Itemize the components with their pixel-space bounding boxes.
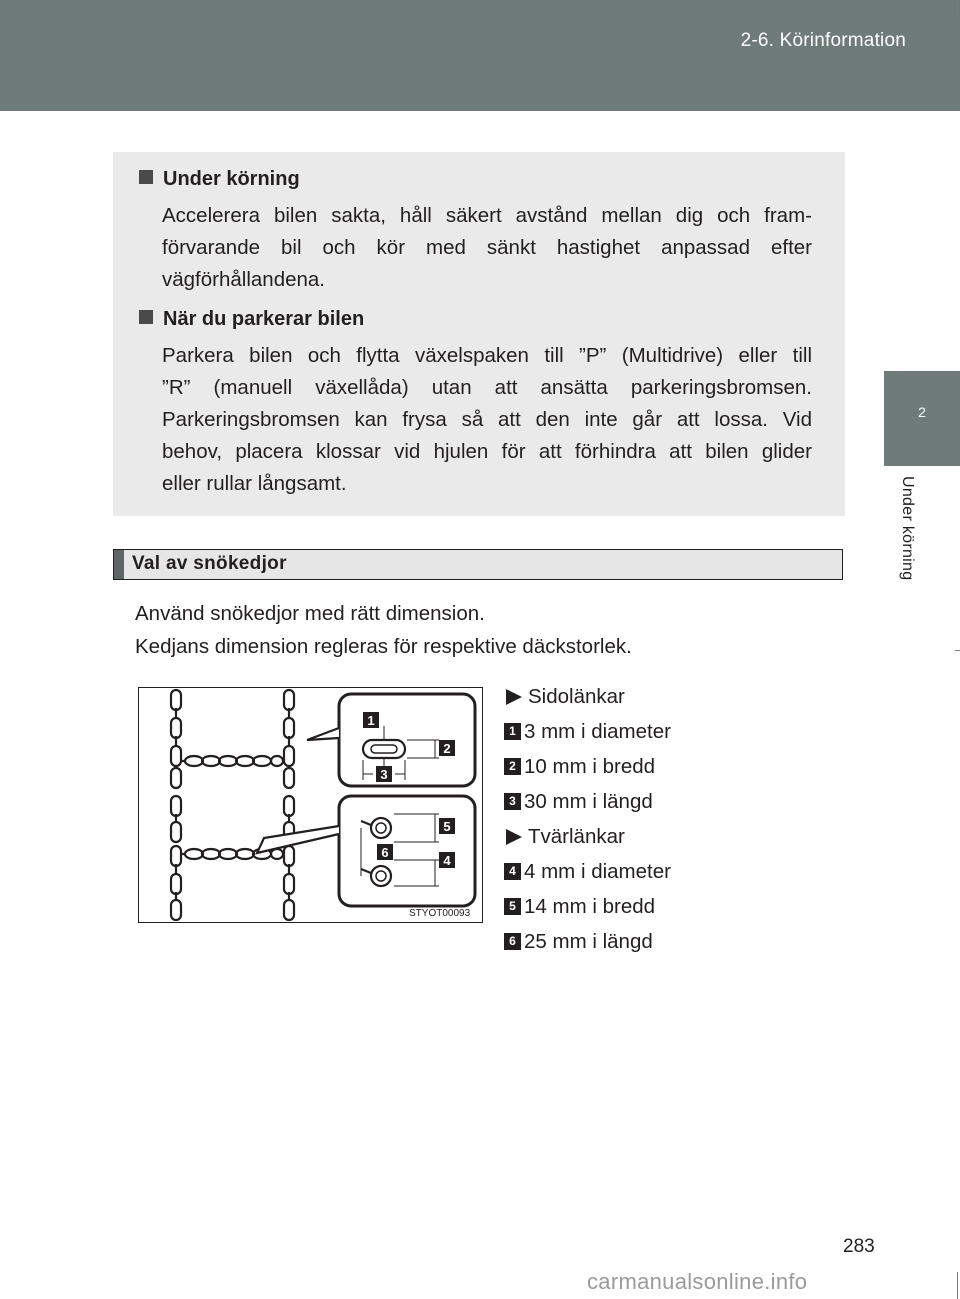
spec-text: 30 mm i längd	[524, 789, 653, 813]
text-line: eller rullar långsamt.	[162, 472, 347, 495]
spec-text: 4 mm i diameter	[524, 859, 671, 883]
section-header	[113, 549, 843, 580]
text-line: behov, placera klossar vid hjulen för att förhindra att bilen glider	[162, 440, 812, 463]
text-line: ”R” (manuell växellåda) utan att ansätta parkeringsbromsen.	[162, 376, 812, 399]
note-heading-text: När du parkerar bilen	[163, 308, 365, 330]
spec-item	[504, 924, 671, 959]
spec-item	[504, 854, 671, 889]
callout-6-label: 6	[381, 845, 389, 860]
crop-mark	[955, 650, 960, 651]
spec-text: 3 mm i diameter	[524, 719, 671, 743]
chapter-tab[interactable]	[884, 371, 960, 466]
note-heading-text: Under körning	[163, 168, 300, 190]
note-box	[113, 152, 845, 516]
section-title: Val av snökedjor	[132, 553, 287, 574]
triangle-bullet-icon	[506, 689, 522, 705]
spec-text: 10 mm i bredd	[524, 754, 656, 778]
spec-text: 25 mm i längd	[524, 929, 653, 953]
note-text-parking	[162, 340, 812, 500]
spec-text: 14 mm i bredd	[524, 894, 656, 918]
spec-group-label: Tvärlänkar	[528, 824, 625, 848]
number-badge: 6	[504, 933, 521, 950]
callout-2-label: 2	[443, 741, 451, 756]
intro-line: Använd snökedjor med rätt dimension.	[135, 602, 485, 625]
triangle-bullet-icon	[506, 829, 522, 845]
callout-3-label: 3	[380, 767, 388, 782]
number-badge: 4	[504, 863, 521, 880]
spec-item	[504, 784, 671, 819]
header-section-title: 2-6. Körinformation	[740, 30, 906, 51]
text-line: Accelerera bilen sakta, håll säkert avstånd mellan dig och fram-	[162, 204, 812, 227]
square-bullet-icon	[139, 170, 153, 184]
spec-group-cross-links	[504, 819, 671, 854]
note-heading-parking	[139, 308, 364, 331]
number-badge: 2	[504, 758, 521, 775]
chapter-number: 2	[918, 404, 926, 420]
number-badge: 3	[504, 793, 521, 810]
page-number: 283	[843, 1236, 875, 1257]
snow-chain-diagram	[139, 688, 482, 922]
number-badge: 1	[504, 723, 521, 740]
intro-line: Kedjans dimension regleras för respektive däckstorlek.	[135, 635, 632, 658]
figure-code: STYOT00093	[409, 908, 471, 919]
section-accent	[114, 550, 124, 579]
spec-item	[504, 749, 671, 784]
text-line: vägförhållandena.	[162, 268, 325, 291]
text-line: förvarande bil och kör med sänkt hastighet anpassad efter	[162, 236, 812, 259]
number-badge: 5	[504, 898, 521, 915]
header-bar	[0, 0, 960, 111]
text-line: Parkeringsbromsen kan frysa så att den inte går att lossa. Vid	[162, 408, 812, 431]
watermark: carmanualsonline.info	[587, 1269, 808, 1294]
spec-item	[504, 889, 671, 924]
callout-1-label: 1	[367, 713, 375, 728]
chapter-label: Under körning	[899, 476, 916, 581]
square-bullet-icon	[139, 310, 153, 324]
callout-5-label: 5	[443, 819, 451, 834]
spec-list	[504, 679, 671, 959]
spec-group-label: Sidolänkar	[528, 684, 625, 708]
spec-item	[504, 714, 671, 749]
crop-mark	[957, 1272, 958, 1299]
spec-group-side-links	[504, 679, 671, 714]
note-text-driving	[162, 200, 812, 296]
crop-mark	[957, 0, 958, 20]
text-line: Parkera bilen och flytta växelspaken till ”P” (Multidrive) eller till	[162, 344, 812, 367]
snow-chain-figure	[138, 687, 483, 923]
callout-4-label: 4	[443, 853, 451, 868]
note-heading-driving	[139, 168, 300, 191]
